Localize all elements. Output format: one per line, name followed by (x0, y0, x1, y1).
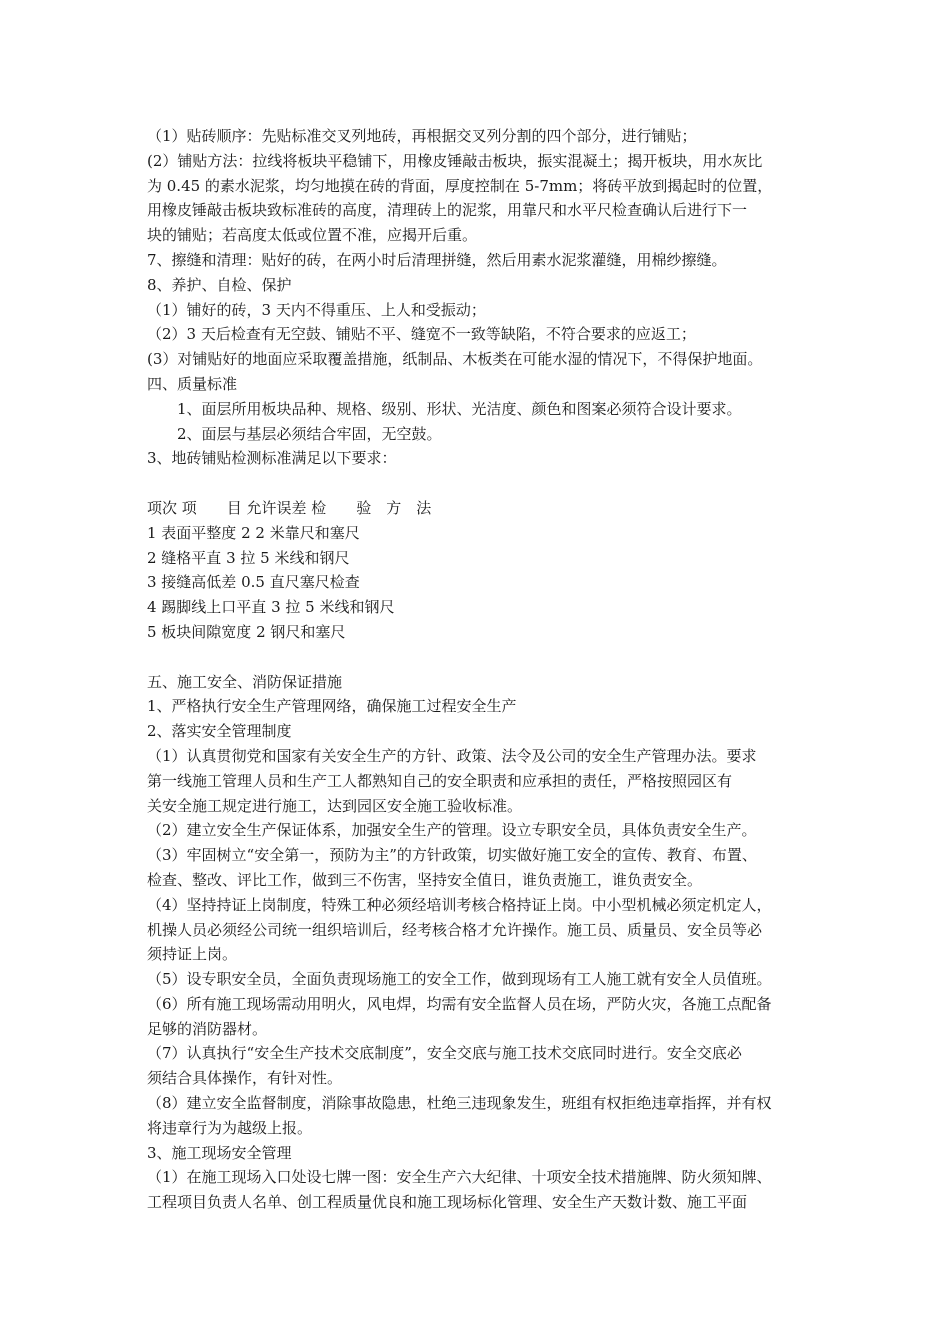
text-line: （6）所有施工现场需动用明火，风电焊，均需有安全监督人员在场，严防火灾，各施工点配备 (147, 994, 772, 1013)
text-line: 第一线施工管理人员和生产工人都熟知自己的安全职责和应承担的责任，严格按照园区有 (147, 771, 733, 790)
text-line: 关安全施工规定进行施工，达到园区安全施工验收标准。 (147, 796, 523, 815)
text-line: (3）对铺贴好的地面应采取覆盖措施，纸制品、木板类在可能水湿的情况下，不得保护地面。 (147, 350, 763, 369)
text-line: （2）3 天后检查有无空鼓、铺贴不平、缝宽不一致等缺陷，不符合要求的应返工； (147, 325, 696, 344)
text-line: 1、面层所用板块品种、规格、级别、形状、光洁度、颜色和图案必须符合设计要求。 (177, 399, 742, 418)
table-row: 5 板块间隙宽度 2 钢尺和塞尺 (147, 622, 346, 641)
text-line: 2、面层与基层必须结合牢固，无空鼓。 (177, 424, 442, 443)
text-line: （1）铺好的砖，3 天内不得重压、上人和受振动； (147, 300, 486, 319)
table-row: 2 缝格平直 3 拉 5 米线和钢尺 (147, 548, 350, 567)
text-line: （1）认真贯彻党和国家有关安全生产的方针、政策、法令及公司的安全生产管理办法。要求 (147, 746, 757, 765)
text-line: 检查、整改、评比工作，做到三不伤害，坚持安全值日，谁负责施工，谁负责安全。 (147, 870, 703, 889)
safety-section (147, 670, 817, 1216)
text-line: 用橡皮锤敲击板块致标准砖的高度，清理砖上的泥浆，用靠尺和水平尺检查确认后进行下一 (147, 201, 748, 220)
text-line: 工程项目负责人名单、创工程质量优良和施工现场标化管理、安全生产天数计数、施工平面 (147, 1193, 748, 1212)
text-line: 足够的消防器材。 (147, 1019, 268, 1038)
section-heading: 四、质量标准 (147, 374, 238, 393)
text-line: 3、地砖铺贴检测标准满足以下要求： (147, 449, 397, 468)
text-line: 为 0.45 的素水泥浆，均匀地摸在砖的背面，厚度控制在 5-7mm；将砖平放到揭起时的位置， (147, 176, 773, 195)
document-page (147, 124, 817, 1215)
table-row: 3 接缝高低差 0.5 直尺塞尺检查 (147, 573, 360, 592)
text-line: 须结合具体操作，有针对性。 (147, 1069, 343, 1088)
text-line: （7）认真执行“安全生产技术交底制度”，安全交底与施工技术交底同时进行。安全交底必 (147, 1044, 742, 1063)
text-line: 3、施工现场安全管理 (147, 1143, 292, 1162)
text-line: 块的铺贴；若高度太低或位置不准，应揭开后重。 (147, 226, 478, 245)
text-line: 2、落实安全管理制度 (147, 722, 292, 741)
text-line: 将违章行为为越级上报。 (147, 1118, 313, 1137)
blank-line (147, 645, 817, 670)
text-line: 8、养护、自检、保护 (147, 275, 292, 294)
text-line: 须持证上岗。 (147, 945, 238, 964)
text-line: 7、擦缝和清理：贴好的砖，在两小时后清理拼缝，然后用素水泥浆灌缝，用棉纱擦缝。 (147, 250, 727, 269)
text-line: （1）贴砖顺序：先贴标准交叉列地砖，再根据交叉列分割的四个部分，进行铺贴； (147, 127, 697, 145)
section-heading: 五、施工安全、消防保证措施 (147, 672, 343, 691)
text-line: （8）建立安全监督制度，消除事故隐患，杜绝三违现象发生，班组有权拒绝违章指挥，并有权 (147, 1094, 772, 1113)
text-line: 1、严格执行安全生产管理网络，确保施工过程安全生产 (147, 697, 517, 716)
inspection-table (147, 496, 817, 645)
tiling-section (147, 124, 817, 471)
text-line: （5）设专职安全员，全面负责现场施工的安全工作，做到现场有工人施工就有安全人员值班。 (147, 970, 772, 989)
text-line: (2）铺贴方法：拉线将板块平稳铺下，用橡皮锤敲击板块，振实混凝土；揭开板块，用水灰比 (147, 151, 763, 170)
table-row: 4 踢脚线上口平直 3 拉 5 米线和钢尺 (147, 598, 395, 617)
text-line: （3）牢固树立“安全第一，预防为主”的方针政策，切实做好施工安全的宣传、教育、布置、 (147, 846, 757, 865)
text-line: （1）在施工现场入口处设七牌一图：安全生产六大纪律、十项安全技术措施牌、防火须知牌、 (147, 1168, 772, 1187)
table-row: 1 表面平整度 2 2 米靠尺和塞尺 (147, 523, 360, 542)
text-line: （4）坚持持证上岗制度，特殊工种必须经培训考核合格持证上岗。中小型机械必须定机定人， (147, 895, 772, 914)
table-header: 项次 项 目 允许误差 检 验 方 法 (147, 498, 432, 517)
text-line: 机操人员必须经公司统一组织培训后，经考核合格才允许操作。施工员、质量员、安全员等必 (147, 920, 763, 939)
text-line: （2）建立安全生产保证体系，加强安全生产的管理。设立专职安全员，具体负责安全生产。 (147, 821, 757, 840)
blank-line (147, 471, 817, 496)
